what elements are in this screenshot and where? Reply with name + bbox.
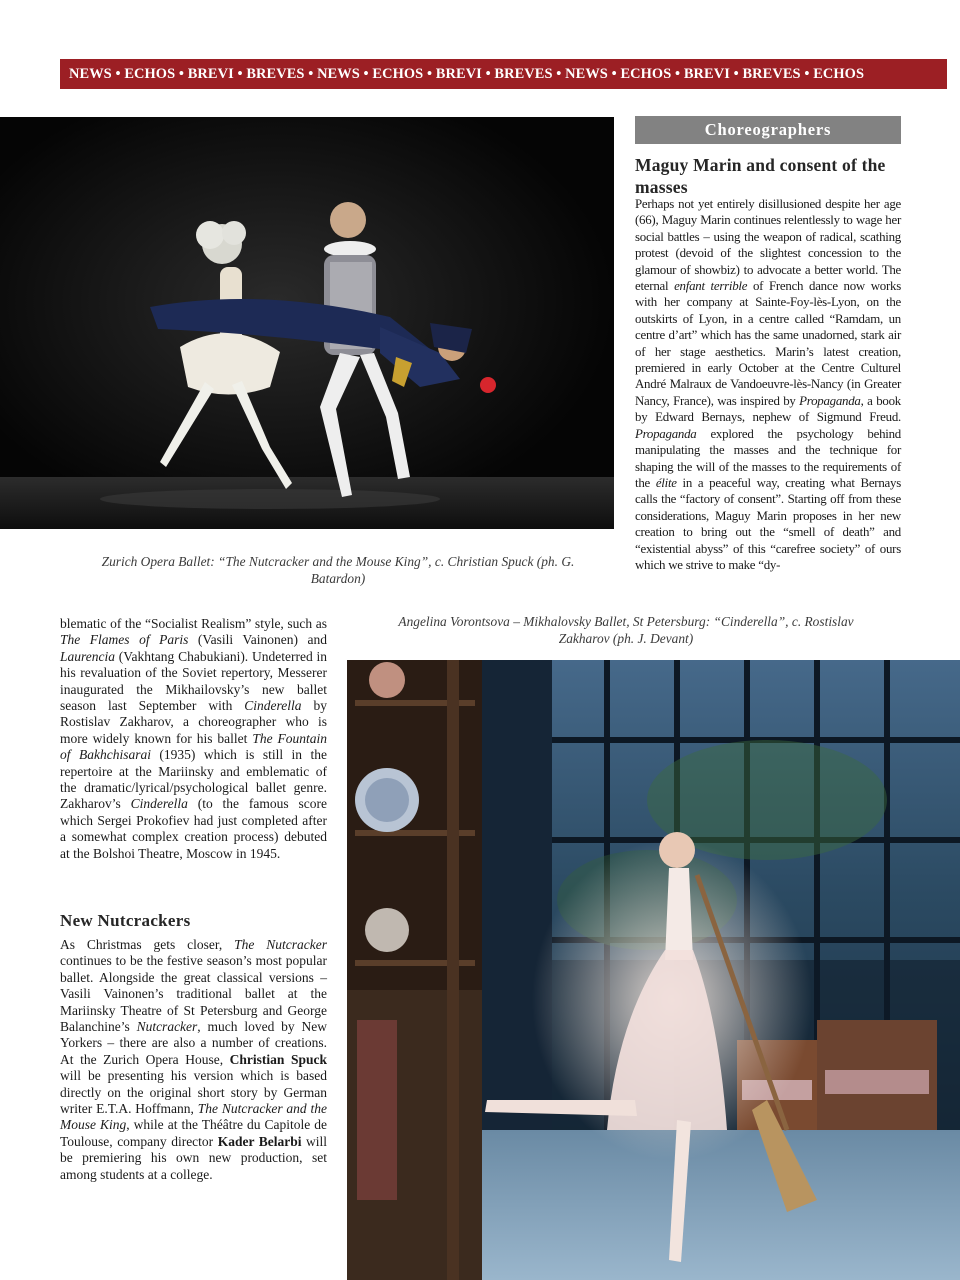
maguy-marin-article-body: Perhaps not yet entirely disillusioned despite her age (66), Maguy Marin continues relentlessly to wage her social battles – using the weapon of radical, scathing protest (devoid of the slightest concession to the glamour of showbiz) to advocate a better world. The eternal enfant terrible of French dance now works with her company at Sainte-Foy-lès-Lyon, on the outskirts of Lyon, in a centre called “Ramdam, un centre d’art” which has the same unadorned, stark air of her stage aesthetics. Marin’s latest creation, premiered in early October at the Centre Culturel André Malraux de Vandoeuvre-lès-Nancy (in Greater Nancy, France), was inspired by Propaganda, a book by Edward Bernays, nephew of Sigmund Freud. Propaganda explored the psychology behind manipulating the masses and the technique for shaping the will of the masses to the requirements of the élite in a peaceful way, creating what Bernays calls the “factory of consent”. Starting off from these considerations, Maguy Marin proposes in her new creation to bring out the “smell of death” and “existential abyss” of this “carefree society” of ours which we strive to make “dy- xyxy=(635,197,902,572)
cinderella-article-body: blematic of the “Socialist Realism” style, such as The Flames of Paris (Vasili Vainonen) and Laurencia (Vakhtang Chabukiani). Undeterred in his revaluation of the Soviet repertory, Messerer inaugurated the Mikhailovsky’s new ballet season last September with Cinderella by Rostislav Zakharov, a choreographer who is more widely known for his ballet The Fountain of Bakhchisarai (1935) which is still in the repertoire at the Mariinsky and emblematic of the dramatic/lyrical/psychological ballet genre. Zakharov’s Cinderella (to the famous score which Sergei Prokofiev had just completed after a somewhat complex creation process) debuted at the Bolshoi Theatre, Moscow in 1945. xyxy=(60,616,328,861)
nutcracker-photo-caption: Zurich Opera Ballet: “The Nutcracker and the Mouse King”, c. Christian Spuck (ph. G. Batardon) xyxy=(101,554,575,586)
cinderella-photo-caption: Angelina Vorontsova – Mikhalovsky Ballet, St Petersburg: “Cinderella”, c. Rostislav Zakharov (ph. J. Devant) xyxy=(398,614,854,646)
nutcracker-article-body: As Christmas gets closer, The Nutcracker continues to be the festive season’s most popular ballet. Alongside the great classical versions – Vasili Vainonen’s traditional ballet at the Mariinsky Theatre of St Petersburg and George Balanchine’s Nutcracker, much loved by New Yorkers – there are also a number of creations. At the Zurich Opera House, Christian Spuck will be presenting his version which is based directly on the original short story by German writer E.T.A. Hoffmann, The Nutcracker and the Mouse King, while at the Théâtre du Capitole de Toulouse, company director Kader Belarbi will be premiering his own new production, set among students at a college. xyxy=(60,937,328,1182)
news-banner: NEWS • ECHOS • BREVI • BREVES • NEWS • ECHOS • BREVI • BREVES • NEWS • ECHOS • BREVI • BREVES • ECHOS xyxy=(60,59,947,89)
article-headline: Maguy Marin and consent of the masses xyxy=(635,155,886,197)
section-label: Choreographers xyxy=(635,116,901,144)
nutcracker-photo xyxy=(0,117,614,529)
new-nutcrackers-heading: New Nutcrackers xyxy=(60,911,191,930)
cinderella-photo xyxy=(347,660,960,1280)
